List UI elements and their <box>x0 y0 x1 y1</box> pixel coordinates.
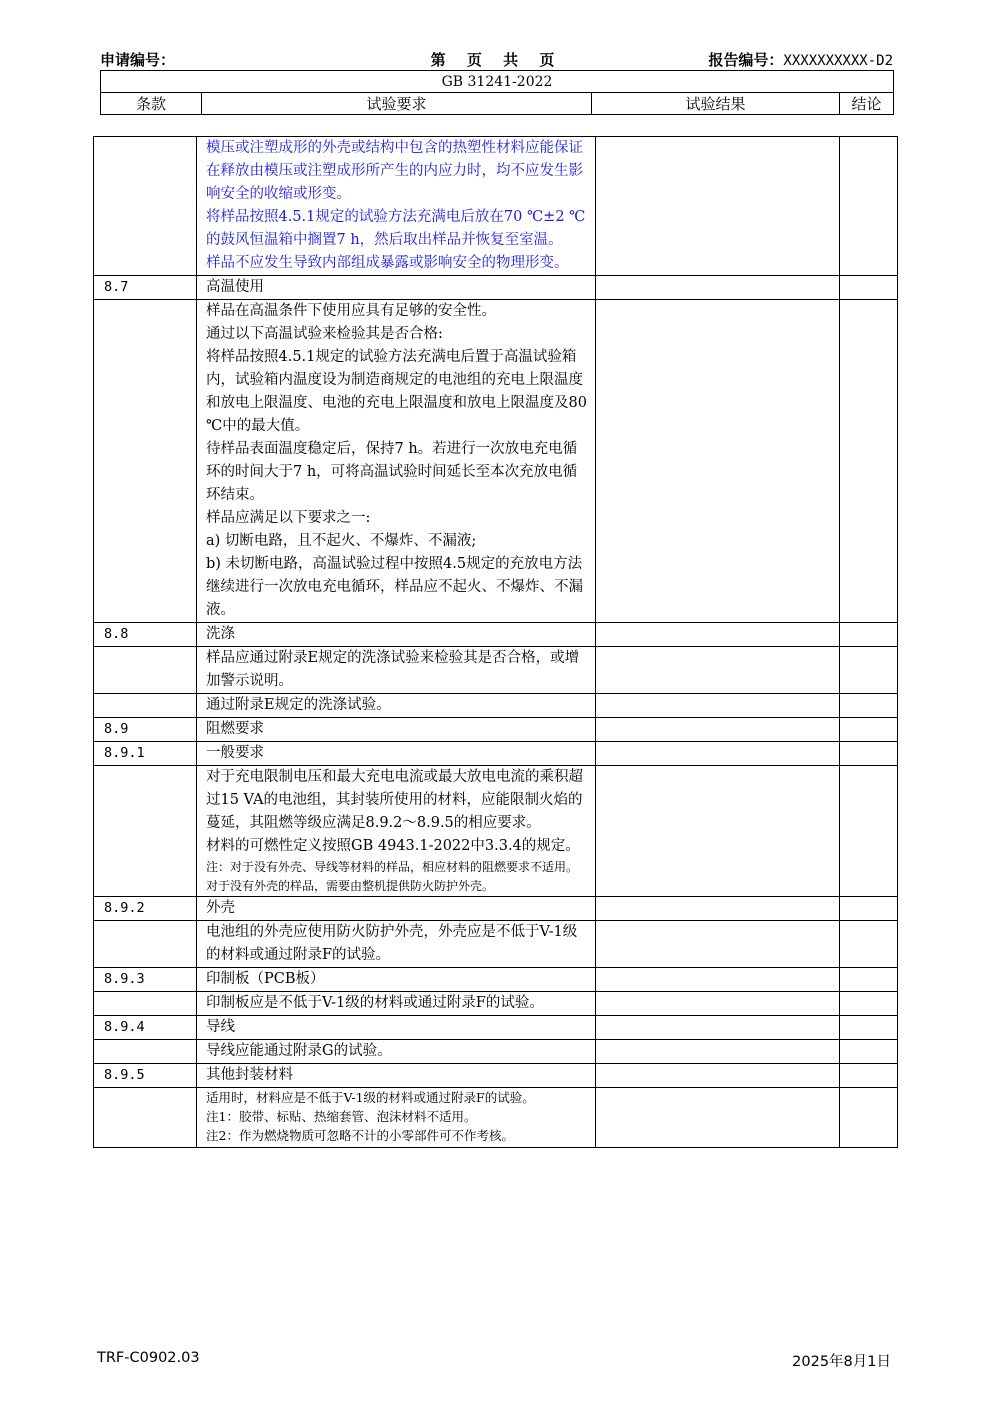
requirement-line: 样品在高温条件下使用应具有足够的安全性。 <box>206 303 496 319</box>
clause-cell: 8.7 <box>94 276 197 300</box>
clause-cell <box>94 647 197 694</box>
verdict-cell[interactable] <box>840 718 898 742</box>
application-no-label: 申请编号： <box>100 51 176 69</box>
verdict-cell[interactable] <box>840 1064 898 1088</box>
clause-cell <box>94 921 197 968</box>
result-cell[interactable] <box>596 742 840 766</box>
requirement-cell: 印制板（PCB板） <box>197 968 596 992</box>
table-row <box>94 276 898 300</box>
requirement-cell: 样品应通过附录E规定的洗涤试验来检验其是否合格，或增加警示说明。 <box>197 647 596 694</box>
table-row <box>94 718 898 742</box>
result-cell[interactable] <box>596 623 840 647</box>
table-row <box>94 921 898 968</box>
clause-cell <box>94 992 197 1016</box>
table-row <box>94 897 898 921</box>
clause-cell <box>94 1088 197 1148</box>
verdict-cell[interactable] <box>840 623 898 647</box>
result-cell[interactable] <box>596 647 840 694</box>
requirement-cell: 其他封装材料 <box>197 1064 596 1088</box>
clause-cell: 8.8 <box>94 623 197 647</box>
verdict-cell[interactable] <box>840 1088 898 1148</box>
requirement-note: 注1：胶带、标贴、热缩套管、泡沫材料不适用。 <box>206 1109 477 1124</box>
result-cell[interactable] <box>596 1040 840 1064</box>
table-row <box>94 992 898 1016</box>
form-number: TRF-C0902.03 <box>97 1350 200 1366</box>
table-row <box>94 1088 898 1148</box>
table-row <box>94 1064 898 1088</box>
requirement-line: 对于充电限制电压和最大充电电流或最大放电电流的乘积超过15 VA的电池组，其封装所使用的材料，应能限制火焰的蔓延，其阻燃等级应满足8.9.2～8.9.5的相应要求。 <box>206 769 583 831</box>
result-cell[interactable] <box>596 921 840 968</box>
requirement-cell: 阻燃要求 <box>197 718 596 742</box>
result-cell[interactable] <box>596 897 840 921</box>
verdict-cell[interactable] <box>840 137 898 276</box>
result-cell[interactable] <box>596 718 840 742</box>
table-row <box>94 742 898 766</box>
table-row <box>94 137 898 276</box>
report-no-label: 报告编号： <box>708 51 784 69</box>
requirement-cell: 通过附录E规定的洗涤试验。 <box>197 694 596 718</box>
table-row <box>94 647 898 694</box>
requirement-cell <box>197 300 596 623</box>
requirement-cell: 高温使用 <box>197 276 596 300</box>
col-header-clause: 条款 <box>101 93 202 115</box>
table-row <box>94 766 898 897</box>
standard-no: GB 31241-2022 <box>101 71 894 93</box>
clause-cell <box>94 766 197 897</box>
clause-cell: 8.9 <box>94 718 197 742</box>
col-header-requirement: 试验要求 <box>202 93 592 115</box>
requirement-cell <box>197 137 596 276</box>
clause-cell: 8.9.2 <box>94 897 197 921</box>
report-no <box>708 49 893 70</box>
table-row <box>94 1040 898 1064</box>
table-row <box>94 1016 898 1040</box>
verdict-cell[interactable] <box>840 1040 898 1064</box>
verdict-cell[interactable] <box>840 694 898 718</box>
verdict-cell[interactable] <box>840 897 898 921</box>
requirement-line: 模压或注塑成形的外壳或结构中包含的热塑性材料应能保证在释放由模压或注塑成形所产生的内应力时，均不应发生影响安全的收缩或形变。 <box>206 140 583 202</box>
verdict-cell[interactable] <box>840 742 898 766</box>
requirement-line: 适用时，材料应是不低于V-1级的材料或通过附录F的试验。 <box>206 1090 535 1105</box>
col-header-verdict: 结论 <box>840 93 894 115</box>
verdict-cell[interactable] <box>840 276 898 300</box>
requirement-line: 材料的可燃性定义按照GB 4943.1-2022中3.3.4的规定。 <box>206 838 580 854</box>
requirement-line: b) 未切断电路，高温试验过程中按照4.5规定的充放电方法继续进行一次放电充电循环，样品应不起火、不爆炸、不漏液。 <box>206 556 583 618</box>
table-row <box>94 968 898 992</box>
requirement-line: 将样品按照4.5.1规定的试验方法充满电后放在70 ℃±2 ℃的鼓风恒温箱中搁置7 h，然后取出样品并恢复至室温。 <box>206 209 586 248</box>
test-table <box>93 136 898 1148</box>
revision-date: 2025年8月1日 <box>792 1354 891 1370</box>
verdict-cell[interactable] <box>840 300 898 623</box>
requirement-cell: 外壳 <box>197 897 596 921</box>
clause-cell: 8.9.4 <box>94 1016 197 1040</box>
verdict-cell[interactable] <box>840 921 898 968</box>
result-cell[interactable] <box>596 1016 840 1040</box>
verdict-cell[interactable] <box>840 766 898 897</box>
requirement-line: 样品应满足以下要求之一: <box>206 510 371 526</box>
result-cell[interactable] <box>596 1064 840 1088</box>
page-count: 第 页 共 页 <box>430 51 563 69</box>
col-header-result: 试验结果 <box>592 93 840 115</box>
requirement-note: 注：对于没有外壳、导线等材料的样品，相应材料的阻燃要求不适用。对于没有外壳的样品，需要由整机提供防火防护外壳。 <box>206 860 579 893</box>
header-table <box>100 70 894 115</box>
requirement-cell: 导线应能通过附录G的试验。 <box>197 1040 596 1064</box>
requirement-cell: 电池组的外壳应使用防火防护外壳，外壳应是不低于V-1级的材料或通过附录F的试验。 <box>197 921 596 968</box>
clause-cell: 8.9.1 <box>94 742 197 766</box>
report-no-value: XXXXXXXXXX-D2 <box>783 53 893 69</box>
verdict-cell[interactable] <box>840 992 898 1016</box>
requirement-cell: 印制板应是不低于V-1级的材料或通过附录F的试验。 <box>197 992 596 1016</box>
clause-cell: 8.9.3 <box>94 968 197 992</box>
requirement-cell <box>197 766 596 897</box>
table-row <box>94 300 898 623</box>
requirement-line: 通过以下高温试验来检验其是否合格: <box>206 326 443 342</box>
requirement-cell: 一般要求 <box>197 742 596 766</box>
requirement-cell <box>197 1088 596 1148</box>
result-cell[interactable] <box>596 276 840 300</box>
clause-cell <box>94 137 197 276</box>
requirement-line: 待样品表面温度稳定后，保持7 h。若进行一次放电充电循环的时间大于7 h，可将高温试验时间延长至本次充放电循环结束。 <box>206 441 578 503</box>
requirement-line: 样品不应发生导致内部组成暴露或影响安全的物理形变。 <box>206 255 569 271</box>
verdict-cell[interactable] <box>840 647 898 694</box>
clause-cell: 8.9.5 <box>94 1064 197 1088</box>
result-cell[interactable] <box>596 968 840 992</box>
clause-cell <box>94 300 197 623</box>
page-header <box>100 47 893 69</box>
table-row <box>94 694 898 718</box>
requirement-line: a) 切断电路，且不起火、不爆炸、不漏液; <box>206 533 477 549</box>
requirement-cell: 洗涤 <box>197 623 596 647</box>
verdict-cell[interactable] <box>840 968 898 992</box>
requirement-note: 注2：作为燃烧物质可忽略不计的小零部件可不作考核。 <box>206 1128 514 1143</box>
result-cell[interactable] <box>596 137 840 276</box>
clause-cell <box>94 1040 197 1064</box>
result-cell[interactable] <box>596 766 840 897</box>
result-cell[interactable] <box>596 300 840 623</box>
clause-cell <box>94 694 197 718</box>
verdict-cell[interactable] <box>840 1016 898 1040</box>
result-cell[interactable] <box>596 694 840 718</box>
table-row <box>94 623 898 647</box>
requirement-line: 将样品按照4.5.1规定的试验方法充满电后置于高温试验箱内，试验箱内温度设为制造商规定的电池组的充电上限温度和放电上限温度、电池的充电上限温度和放电上限温度及80 ℃中的最大值。 <box>206 349 587 434</box>
result-cell[interactable] <box>596 992 840 1016</box>
result-cell[interactable] <box>596 1088 840 1148</box>
requirement-cell: 导线 <box>197 1016 596 1040</box>
